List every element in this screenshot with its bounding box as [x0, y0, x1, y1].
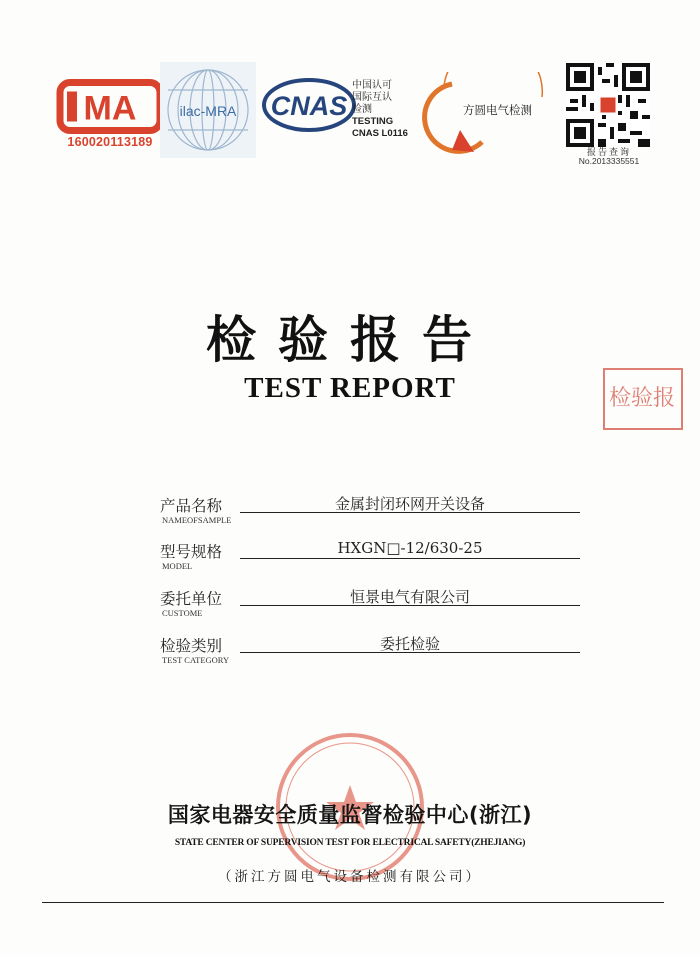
field-model — [160, 540, 580, 580]
field-value: 金属封闭环网开关设备 — [334, 495, 485, 513]
cnas-caption-cn-2: 国际互认 — [352, 92, 392, 103]
field-label-cn: 检验类别 — [160, 637, 223, 655]
field-label-en: MODEL — [162, 561, 193, 571]
svg-text:MA: MA — [83, 89, 137, 128]
cnas-logo — [262, 78, 357, 133]
field-label-en: CUSTOME — [162, 608, 203, 618]
field-customer — [160, 587, 580, 627]
cnas-caption-cn-1: 中国认可 — [352, 80, 392, 91]
field-label-cn: 产品名称 — [160, 497, 223, 515]
qr-label: 报告查询 — [586, 148, 631, 158]
fangyuan-name: 方圆电气检测 — [463, 103, 532, 117]
cnas-caption — [352, 80, 408, 140]
report-title-cn: 检验报告 — [206, 310, 494, 369]
field-label-en: TEST CATEGORY — [162, 655, 230, 665]
field-label-en: NAMEOFSAMPLE — [162, 515, 232, 525]
field-label-cn: 型号规格 — [160, 543, 223, 561]
cnas-caption-en-2: CNAS L0116 — [352, 128, 408, 139]
side-stamp: 检验报 — [603, 368, 683, 430]
cnas-caption-en-1: TESTING — [352, 116, 394, 127]
cnas-text: CNAS — [270, 91, 348, 121]
field-label-cn: 委托单位 — [160, 590, 223, 608]
field-value: 恒景电气有限公司 — [349, 588, 470, 606]
cma-number: 160020113189 — [67, 135, 153, 149]
report-title-en: TEST REPORT — [244, 372, 456, 404]
bottom-divider — [42, 902, 664, 903]
ilac-mra-logo — [160, 62, 256, 158]
field-value: 委托检验 — [379, 635, 440, 653]
qr-number: No.2013335551 — [578, 156, 640, 166]
field-underline — [240, 558, 580, 559]
organization-name-cn: 国家电器安全质量监督检验中心(浙江) — [167, 803, 533, 827]
ilac-text: ilac-MRA — [179, 103, 237, 119]
organization-name-en: STATE CENTER OF SUPERVISION TEST FOR ELECTRICAL SAFETY(ZHEJIANG) — [174, 838, 526, 848]
field-sample-name — [160, 494, 580, 534]
field-test-category — [160, 634, 580, 674]
qr-code-icon — [566, 63, 650, 147]
organization-subname: （浙江方圆电气设备检测有限公司） — [218, 869, 482, 885]
field-value: HXGN□-12/630-25 — [337, 539, 483, 557]
cnas-caption-cn-3: 检测 — [352, 104, 372, 115]
